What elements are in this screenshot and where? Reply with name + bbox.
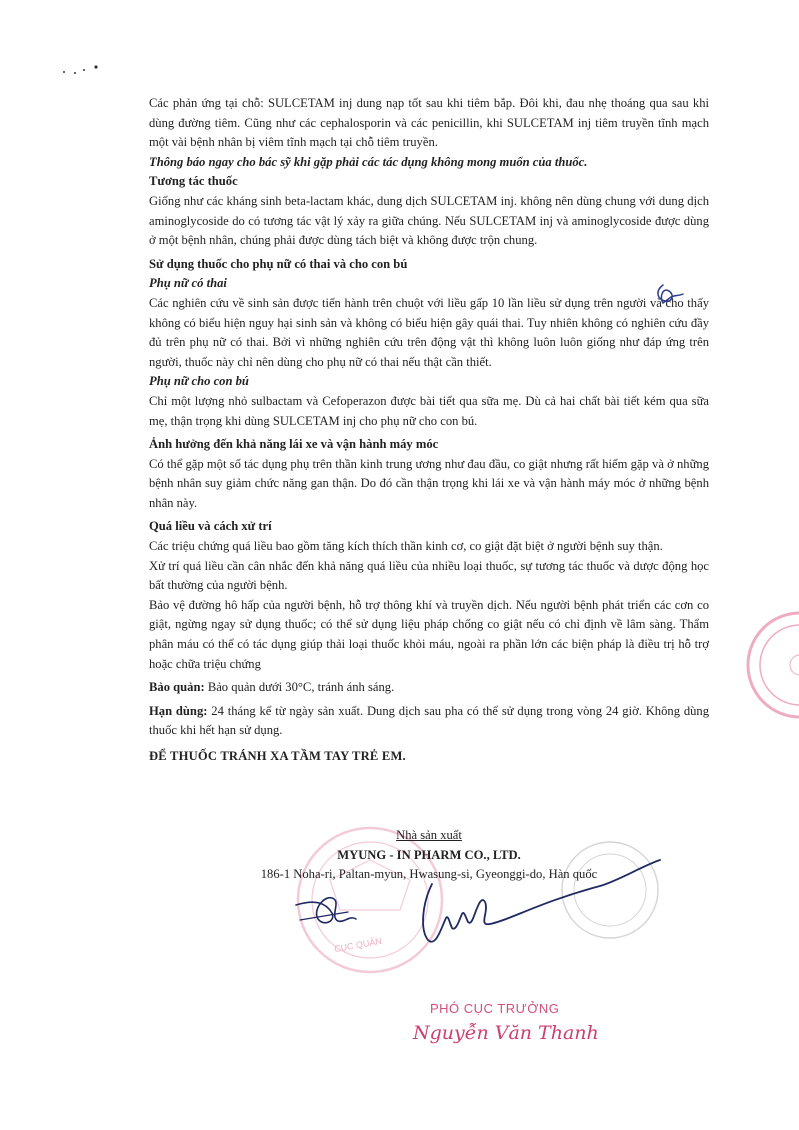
- manufacturer-label: Nhà sản xuất: [396, 828, 462, 842]
- local-reactions-paragraph: Các phản ứng tại chỗ: SULCETAM inj dung nạp tốt sau khi tiêm bắp. Đôi khi, đau nhẹ thoáng qua sau khi dùng đường tiêm. Cũng như các cephalosporin và các penicillin, khi SULCETAM inj tiêm truyền tĩnh mạch một vài bệnh nhân bị viêm tĩnh mạch tại chỗ tiêm truyền.: [149, 96, 709, 150]
- expiry-line: [149, 702, 709, 741]
- overdose-symptoms-paragraph: Các triệu chứng quá liều bao gồm tăng kích thích thần kinh cơ, co giật đặt biệt ở người bệnh suy thận.: [149, 539, 663, 554]
- scan-specks: [63, 65, 98, 74]
- breastfeeding-paragraph: Chỉ một lượng nhỏ sulbactam và Cefoperazon được bài tiết qua sữa mẹ. Dù cả hai chất bài tiết kém qua sữa mẹ, thận trọng khi dùng SULCETAM inj cho phụ nữ cho con bú.: [149, 393, 709, 428]
- expiry-label: Hạn dùng:: [149, 703, 208, 718]
- storage-text: Bảo quản dưới 30°C, tránh ánh sáng.: [207, 680, 395, 695]
- overdose-management-paragraph: Xử trí quá liều cần cân nhắc đến khả năng quá liều của nhiều loại thuốc, sự tương tác thuốc và dược động học bất thường của người bệnh.: [149, 558, 709, 593]
- manufacturer-name: MYUNG - IN PHARM CO., LTD.: [337, 847, 521, 862]
- adverse-effects-notice: Thông báo ngay cho bác sỹ khi gặp phải các tác dụng không mong muốn của thuốc.: [149, 154, 588, 169]
- red-seal-right: [748, 613, 799, 717]
- deputy-director-title: PHÓ CỤC TRƯỞNG: [430, 1001, 560, 1016]
- heading-driving-machinery: Ảnh hưởng đến khả năng lái xe và vận hành máy móc: [149, 437, 439, 452]
- drug-interaction-paragraph: Giống như các kháng sinh beta-lactam khác, dung dịch SULCETAM inj. không nên dùng chung với dung dịch aminoglycoside do có tương tác vật lý xảy ra giữa chúng. Nếu SULCETAM inj và aminoglycoside được dùng ở một bệnh nhân, chúng phải được dùng tách biệt và không được trộn chung.: [149, 193, 709, 248]
- expiry-text: 24 tháng kể từ ngày sản xuất. Dung dịch sau pha có thể sử dụng trong vòng 24 giờ. Không dùng thuốc khi hết hạn sử dụng.: [149, 703, 710, 738]
- heading-pregnancy-lactation: Sử dụng thuốc cho phụ nữ có thai và cho con bú: [149, 256, 408, 271]
- driving-machinery-paragraph: Có thể gặp một số tác dụng phụ trên thần kinh trung ương như đau đầu, co giật nhưng rất hiếm gặp và ở những bệnh nhân suy giảm chức năng gan thận. Do đó cần thận trọng khi lái xe và vận hành máy móc ở những bệnh nhân này.: [149, 456, 709, 510]
- keep-out-of-reach-warning: ĐỂ THUỐC TRÁNH XA TẦM TAY TRẺ EM.: [149, 749, 406, 763]
- document-body: [149, 94, 709, 767]
- storage-line: [149, 678, 709, 698]
- storage-label: Bảo quản:: [149, 680, 205, 695]
- seal-text: CỤC QUẢN: [333, 935, 383, 955]
- heading-drug-interaction: Tương tác thuốc: [149, 174, 238, 189]
- pregnant-women-paragraph: Các nghiên cứu về sinh sản được tiến hành trên chuột với liều gấp 10 lần liều sử dụng trên người và cho thấy không có biểu hiện nguy hại sinh sản và không có biểu hiện gây quái thai. Tuy nhiên không có nghiên cứu đầy đủ trên phụ nữ có thai. Bởi vì những nghiên cứu trên động vật thì không luôn luôn giống như đáp ứng trên người, thuốc này chỉ nên dùng cho phụ nữ có thai nếu thật cần thiết.: [149, 295, 709, 369]
- signature-left-stroke: [300, 912, 348, 920]
- overdose-support-paragraph: Bảo vệ đường hô hấp của người bệnh, hỗ trợ thông khí và truyền dịch. Nếu người bệnh phát triển các cơn co giật, ngừng ngay sử dụng thuốc; có thể sử dụng liệu pháp chống co giật nếu có chỉ định về lâm sàng. Thẩm phân máu có thể có tác dụng giúp thải loại thuốc khỏi máu, ngoài ra phần lớn các biện pháp là điều trị hỗ trợ hoặc chữa triệu chứng: [149, 597, 709, 671]
- manufacturer-block: [149, 826, 709, 885]
- heading-overdose: Quá liều và cách xử trí: [149, 519, 272, 534]
- subheading-breastfeeding: Phụ nữ cho con bú: [149, 374, 249, 389]
- subheading-pregnant-women: Phụ nữ có thai: [149, 276, 227, 291]
- manufacturer-address: 186-1 Noha-ri, Paltan-myun, Hwasung-si, Gyeonggi-do, Hàn quốc: [260, 867, 598, 882]
- deputy-director-name: Nguyễn Văn Thanh: [413, 1022, 599, 1044]
